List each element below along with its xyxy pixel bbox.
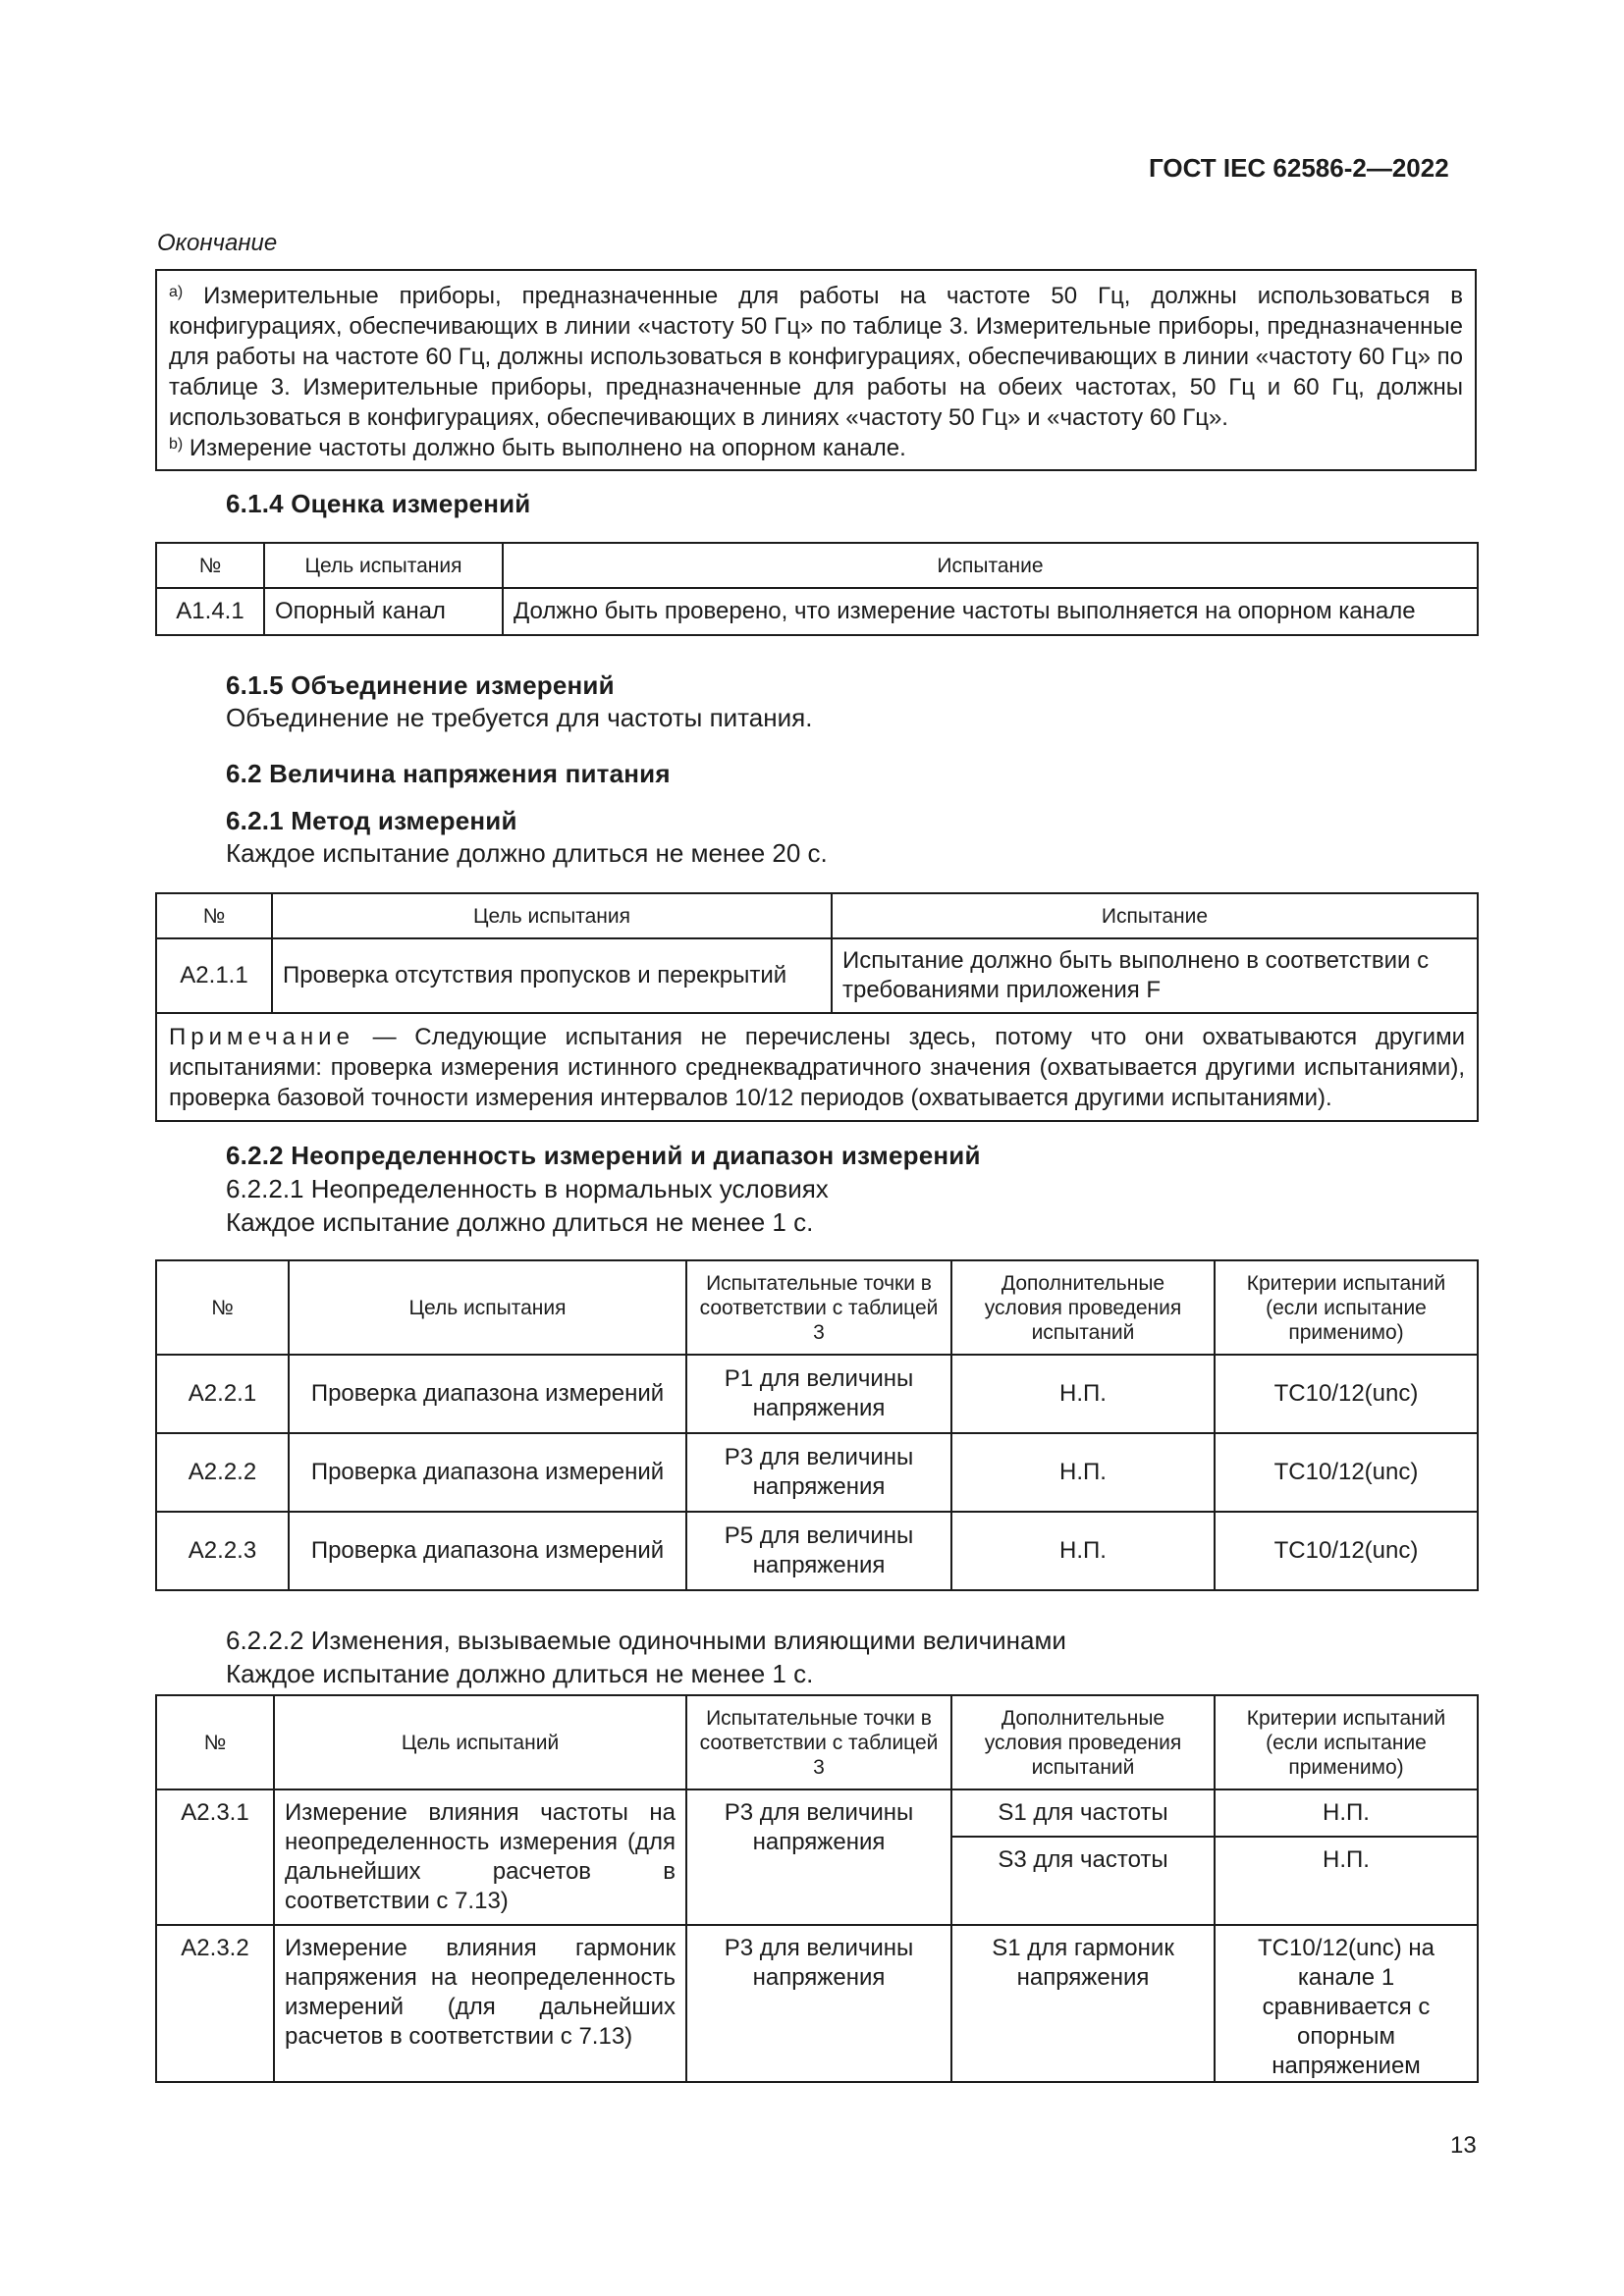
cell-test: Должно быть проверено, что измерение частоты выполняется на опорном канале (503, 588, 1478, 635)
header-purpose: Цель испытания (289, 1260, 686, 1355)
cell-criteria: TC10/12(unc) (1215, 1512, 1478, 1590)
table-footnotes (155, 269, 1477, 471)
table-note-row (156, 1013, 1478, 1121)
footnote-b-text: Измерение частоты должно быть выполнено на опорном канале. (189, 435, 906, 461)
cell-purpose: Проверка диапазона измерений (289, 1355, 686, 1433)
header-test: Испытание (503, 543, 1478, 588)
subsection-heading-6-2-2-1: 6.2.2.1 Неопределенность в нормальных условиях (226, 1174, 829, 1203)
footnote-a-marker: a) (169, 284, 184, 300)
cell-conditions: S1 для гармоник напряжения (951, 1925, 1215, 2082)
cell-test-points: P3 для величины напряжения (686, 1925, 951, 2082)
page-number: 13 (1450, 2132, 1477, 2159)
cell-criteria: TC10/12(unc) (1215, 1355, 1478, 1433)
header-number: № (156, 1260, 289, 1355)
section-text-6-2-1: Каждое испытание должно длиться не менее 20 с. (226, 838, 828, 868)
header-test-points: Испытательные точки в соответствии с таблицей 3 (686, 1695, 951, 1789)
cell-purpose: Измерение влияния частоты на неопределенность измерения (для дальнейших расчетов в соответствии с 7.13) (274, 1789, 686, 1925)
cell-number: A2.1.1 (156, 938, 272, 1013)
table-row (156, 1925, 1478, 2082)
cell-criteria: TC10/12(unc) на канале 1 сравнивается с опорным напряжением (1215, 1925, 1478, 2082)
continuation-label: Окончание (157, 230, 278, 256)
cell-purpose: Проверка диапазона измерений (289, 1433, 686, 1512)
cell-test: Испытание должно быть выполнено в соответствии с требованиями приложения F (832, 938, 1478, 1013)
header-number: № (156, 543, 264, 588)
table-header-row (156, 893, 1478, 938)
section-heading-6-1-4: 6.1.4 Оценка измерений (226, 489, 531, 518)
cell-test-points: P1 для величины напряжения (686, 1355, 951, 1433)
header-test: Испытание (832, 893, 1478, 938)
header-number: № (156, 1695, 274, 1789)
table-row (156, 1512, 1478, 1590)
header-purpose: Цель испытания (272, 893, 832, 938)
table-row (156, 1789, 1478, 1837)
cell-conditions: Н.П. (951, 1433, 1215, 1512)
footnote-a (169, 281, 1463, 433)
cell-number: A2.2.1 (156, 1355, 289, 1433)
header-purpose: Цель испытаний (274, 1695, 686, 1789)
section-heading-6-2-1: 6.2.1 Метод измерений (226, 806, 517, 835)
cell-conditions: Н.П. (951, 1355, 1215, 1433)
table-row (156, 938, 1478, 1013)
table-6-2-1 (155, 892, 1479, 1122)
cell-purpose: Измерение влияния гармоник напряжения на неопределенность измерений (для дальнейших расчетов в соответствии с 7.13) (274, 1925, 686, 2082)
cell-purpose: Проверка отсутствия пропусков и перекрытий (272, 938, 832, 1013)
cell-conditions: Н.П. (951, 1512, 1215, 1590)
cell-conditions: S3 для частоты (951, 1837, 1215, 1925)
subsection-text-6-2-2-2: Каждое испытание должно длиться не менее 1 с. (226, 1659, 814, 1688)
cell-criteria: TC10/12(unc) (1215, 1433, 1478, 1512)
table-header-row (156, 543, 1478, 588)
cell-test-points: P3 для величины напряжения (686, 1433, 951, 1512)
cell-conditions: S1 для частоты (951, 1789, 1215, 1837)
cell-criteria: Н.П. (1215, 1789, 1478, 1837)
cell-criteria: Н.П. (1215, 1837, 1478, 1925)
note-label: Примечание (169, 1023, 354, 1050)
standard-code: ГОСТ IEC 62586-2—2022 (1149, 153, 1449, 183)
cell-number: A1.4.1 (156, 588, 264, 635)
table-6-2-2-2 (155, 1694, 1479, 2083)
header-criteria: Критерии испытаний (если испытание применимо) (1215, 1695, 1478, 1789)
subsection-text-6-2-2-1: Каждое испытание должно длиться не менее 1 с. (226, 1207, 814, 1237)
cell-number: A2.3.2 (156, 1925, 274, 2082)
footnote-a-text: Измерительные приборы, предназначенные для работы на частоте 50 Гц, должны использоваться в конфигурациях, обеспечивающих в линии «частоту 50 Гц» по таблице 3. Измерительные приборы, предназначенные для работы на частоте 60 Гц, должны использоваться в конфигурациях, обеспечивающих в линии «частоту 60 Гц» по таблице 3. Измерительные приборы, предназначенные для работы на обеих частотах, 50 Гц и 60 Гц, должны использоваться в конфигурациях, обеспечивающих в линиях «частоту 50 Гц» и «частоту 60 Гц». (169, 283, 1463, 431)
table-header-row (156, 1260, 1478, 1355)
table-row (156, 588, 1478, 635)
header-number: № (156, 893, 272, 938)
cell-number: A2.2.3 (156, 1512, 289, 1590)
table-6-1-4 (155, 542, 1479, 636)
section-heading-6-2-2: 6.2.2 Неопределенность измерений и диапазон измерений (226, 1141, 981, 1170)
table-header-row (156, 1695, 1478, 1789)
cell-purpose: Опорный канал (264, 588, 503, 635)
cell-test-points: P5 для величины напряжения (686, 1512, 951, 1590)
section-heading-6-1-5: 6.1.5 Объединение измерений (226, 670, 615, 700)
header-test-points: Испытательные точки в соответствии с таблицей 3 (686, 1260, 951, 1355)
cell-test-points: P3 для величины напряжения (686, 1789, 951, 1925)
subsection-heading-6-2-2-2: 6.2.2.2 Изменения, вызываемые одиночными влияющими величинами (226, 1626, 1066, 1655)
table-row (156, 1355, 1478, 1433)
header-purpose: Цель испытания (264, 543, 503, 588)
table-6-2-2-1 (155, 1259, 1479, 1591)
header-criteria: Критерии испытаний (если испытание применимо) (1215, 1260, 1478, 1355)
section-heading-6-2: 6.2 Величина напряжения питания (226, 759, 671, 788)
footnote-b (169, 433, 1463, 463)
header-conditions: Дополнительные условия проведения испытаний (951, 1695, 1215, 1789)
note-text: — Следующие испытания не перечислены здесь, потому что они охватываются другими испытаниями: проверка измерения истинного среднеквадратичного значения (охватывается другими испытаниями), проверка базовой точности измерения интервалов 10/12 периодов (охватывается другими испытаниями). (169, 1023, 1465, 1111)
cell-number: A2.2.2 (156, 1433, 289, 1512)
cell-number: A2.3.1 (156, 1789, 274, 1925)
header-conditions: Дополнительные условия проведения испытаний (951, 1260, 1215, 1355)
footnote-b-marker: b) (169, 436, 184, 453)
section-text-6-1-5: Объединение не требуется для частоты питания. (226, 703, 813, 732)
table-row (156, 1433, 1478, 1512)
cell-purpose: Проверка диапазона измерений (289, 1512, 686, 1590)
table-note (156, 1013, 1478, 1121)
